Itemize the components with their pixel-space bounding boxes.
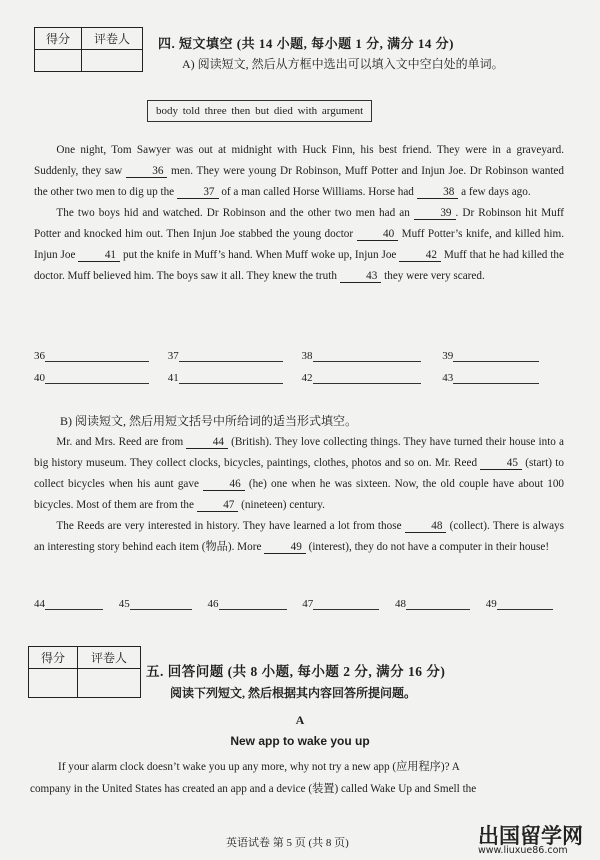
answer-number: 41 <box>167 372 179 384</box>
answer-line[interactable] <box>313 373 421 384</box>
answer-line[interactable] <box>219 599 287 610</box>
answer-number: 43 <box>442 372 454 384</box>
passage-text: Muff that he had killed the doctor. Muff believed him. The boys saw it all. They knew the truth <box>34 249 564 282</box>
page-footer: 英语试卷 第 5 页 (共 8 页) <box>226 837 349 849</box>
passage-text: Mr. and Mrs. Reed are from <box>56 436 187 448</box>
passage-title: New app to wake you up <box>230 734 370 748</box>
grader-cell <box>78 669 141 698</box>
answer-number: 46 <box>207 598 219 610</box>
answer-line[interactable] <box>45 599 103 610</box>
word-box-word: then <box>231 105 251 117</box>
answer-row-b <box>34 598 566 610</box>
passage-text: (start) to collect bicycles when his aunt gave <box>34 457 564 490</box>
blank-41[interactable]: 41 <box>78 249 120 262</box>
blank-37[interactable]: 37 <box>177 186 219 199</box>
passage-paragraph <box>34 140 564 203</box>
passage-text: of a man called Horse Williams. Horse had <box>218 186 417 198</box>
answer-line[interactable] <box>497 599 553 610</box>
blank-46[interactable]: 46 <box>203 478 245 491</box>
answer-row-a2 <box>34 372 552 384</box>
blank-42[interactable]: 42 <box>399 249 441 262</box>
passage-paragraph <box>34 203 564 287</box>
blank-45[interactable]: 45 <box>480 457 522 470</box>
passage-text: (interest), they do not have a computer in their house! <box>305 541 550 553</box>
answer-number: 48 <box>395 598 406 610</box>
passage-a <box>34 140 564 287</box>
score-label: 得分 <box>29 647 78 669</box>
passage-text: they were very scared. <box>381 270 485 282</box>
passage-line: If your alarm clock doesn’t wake you up any more, why not try a new app (应用程序)? A <box>58 761 460 773</box>
watermark-site-name: 出国留学网 <box>478 824 583 848</box>
blank-44[interactable]: 44 <box>186 436 228 449</box>
blank-36[interactable]: 36 <box>126 165 168 178</box>
section4-title: 四. 短文填空 (共 14 小题, 每小题 1 分, 满分 14 分) <box>158 36 454 51</box>
partB-instruction: B) 阅读短文, 然后用短文括号中所给词的适当形式填空。 <box>60 414 358 428</box>
answer-line[interactable] <box>179 351 283 362</box>
answer-line[interactable] <box>453 373 539 384</box>
answer-line[interactable] <box>313 599 379 610</box>
answer-row-a1 <box>34 350 552 362</box>
passage-line: company in the United States has created an app and a device (装置) called Wake Up and Smell the <box>30 783 477 795</box>
passage-text: The Reeds are very interested in history. They have learned a lot from those <box>56 520 405 532</box>
answer-number: 45 <box>118 598 130 610</box>
passage-text: (collect). There is always an interesting story behind each item (物品). More <box>34 520 564 553</box>
blank-49[interactable]: 49 <box>264 541 306 554</box>
passage-paragraph <box>34 516 564 558</box>
answer-line[interactable] <box>406 599 470 610</box>
answer-number: 42 <box>301 372 313 384</box>
blank-48[interactable]: 48 <box>405 520 447 533</box>
answer-line[interactable] <box>45 351 149 362</box>
passage-text: a few days ago. <box>458 186 531 198</box>
grader-label: 评卷人 <box>78 647 141 669</box>
partA-instruction: A) 阅读短文, 然后从方框中选出可以填入文中空白处的单词。 <box>182 57 504 71</box>
answer-number: 40 <box>34 372 45 384</box>
passage-text: The two boys hid and watched. Dr Robinson and the other two men had an <box>56 207 414 219</box>
watermark-url: www.liuxue86.com <box>478 845 568 856</box>
passage-text: . Dr Robinson hit Muff Potter and knocked him out. Then Injun Joe stabbed the young doctor <box>34 207 564 240</box>
score-cell <box>29 669 78 698</box>
grader-cell <box>82 50 143 72</box>
word-box-word: but <box>255 105 270 117</box>
score-label: 得分 <box>35 28 82 50</box>
section5-title: 五. 回答问题 (共 8 小题, 每小题 2 分, 满分 16 分) <box>146 664 446 679</box>
answer-number: 39 <box>442 350 454 362</box>
passage-text: One night, Tom Sawyer was out at midnight with Huck Finn, his best friend. They were in a graveyard. Suddenly, they saw <box>34 144 564 177</box>
answer-number: 37 <box>167 350 179 362</box>
word-box-word: with <box>297 105 318 117</box>
answer-line[interactable] <box>453 351 539 362</box>
passage-text: put the knife in Muff’s hand. When Muff woke up, Injun Joe <box>120 249 400 261</box>
score-cell <box>35 50 82 72</box>
blank-39[interactable]: 39 <box>414 207 456 220</box>
answer-number: 49 <box>485 598 497 610</box>
answer-number: 38 <box>301 350 313 362</box>
word-box <box>147 100 372 122</box>
blank-47[interactable]: 47 <box>197 499 239 512</box>
word-box-word: died <box>273 105 293 117</box>
answer-line[interactable] <box>179 373 283 384</box>
word-box-word: argument <box>321 105 364 117</box>
passage-label: A <box>295 713 305 727</box>
answer-number: 36 <box>34 350 45 362</box>
answer-line[interactable] <box>45 373 149 384</box>
blank-38[interactable]: 38 <box>417 186 459 199</box>
score-box-section4 <box>34 27 143 72</box>
grader-label: 评卷人 <box>82 28 143 50</box>
answer-number: 47 <box>302 598 314 610</box>
word-box-word: body <box>156 105 178 117</box>
section5-instruction: 阅读下列短文, 然后根据其内容回答所提问题。 <box>170 686 417 700</box>
blank-43[interactable]: 43 <box>340 270 382 283</box>
word-box-word: three <box>204 105 227 117</box>
score-box-section5 <box>28 646 141 698</box>
passage-text: (British). They love collecting things. They have turned their house into a big history museum. They collect clocks, bicycles, paintings, clothes, photos and so on. Mr. Reed <box>34 436 564 469</box>
passage-b <box>34 432 564 558</box>
passage-text: men. They were young Dr Robinson, Muff Potter and Injun Joe. Dr Robinson wanted the other two men to dig up the <box>34 165 564 198</box>
passage-text: Muff Potter’s knife, and killed him. Injun Joe <box>34 228 564 261</box>
passage-text: (nineteen) century. <box>238 499 325 511</box>
passage-paragraph <box>34 432 564 516</box>
answer-line[interactable] <box>313 351 421 362</box>
answer-number: 44 <box>34 598 45 610</box>
word-box-word: told <box>182 105 200 117</box>
passage-text: (he) one when he was sixteen. Now, the old couple have about 100 bicycles. Most of them are from the <box>34 478 565 511</box>
answer-line[interactable] <box>130 599 192 610</box>
blank-40[interactable]: 40 <box>357 228 399 241</box>
